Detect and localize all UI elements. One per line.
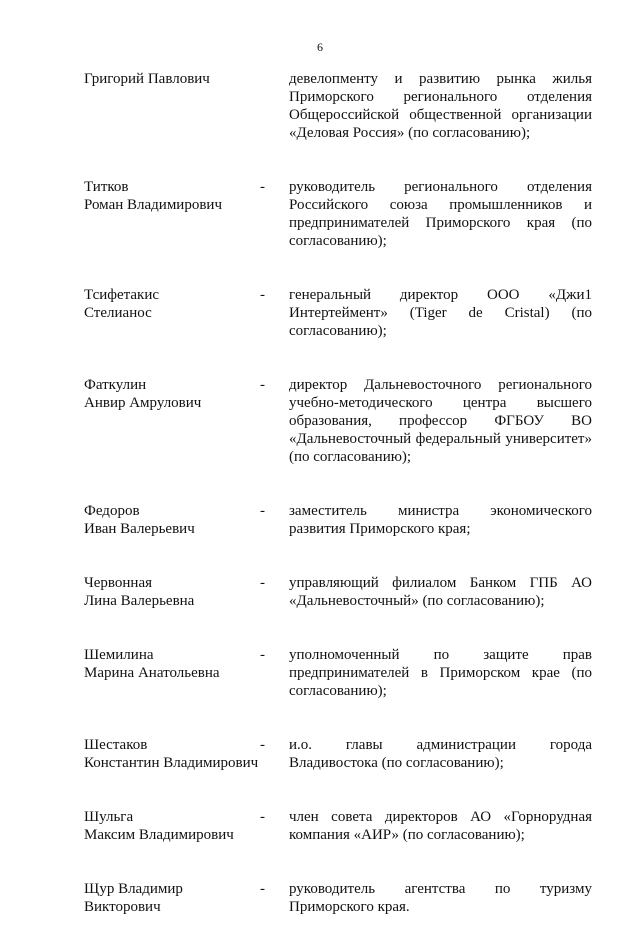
separator-dash: - [260,575,265,591]
list-item [84,376,592,466]
member-position: и.о. главы администрации города Владивостока (по согласованию); [289,737,592,771]
list-item [84,880,592,916]
member-name-line1: Шестаков [84,737,148,753]
list-item [84,646,592,700]
member-name-line2: Стелианос [84,305,152,321]
member-name [84,502,260,538]
separator-dash: - [260,809,265,825]
member-name-line2: Марина Анатольевна [84,665,220,681]
member-name-line2: Роман Владимирович [84,197,222,213]
list-item [84,286,592,340]
list-item [84,736,592,772]
member-position: управляющий филиалом Банком ГПБ АО «Дальневосточный» (по согласованию); [289,575,592,609]
member-name [84,70,260,88]
separator-dash: - [260,377,265,393]
member-name-line1: Щур Владимир [84,881,183,897]
member-position: уполномоченный по защите прав предпринимателей в Приморском крае (по согласованию); [289,647,592,699]
member-position: член совета директоров АО «Горнорудная компания «АИР» (по согласованию); [289,809,592,843]
member-name [84,376,260,412]
member-name-line1: Тсифетакис [84,287,160,303]
member-name-line2: Константин Владимирович [84,755,259,771]
list-item [84,502,592,538]
member-name-line1: Шемилина [84,647,154,663]
member-position: директор Дальневосточного регионального учебно-методического центра высшего образования, профессор ФГБОУ ВО «Дальневосточный федеральный университет» (по согласованию); [289,377,592,465]
separator-dash: - [260,737,265,753]
member-name-line2: Иван Валерьевич [84,521,195,537]
separator-dash: - [260,881,265,897]
member-position: руководитель регионального отделения Российского союза промышленников и предпринимателей Приморского края (по согласованию); [289,179,592,249]
member-position: заместитель министра экономического развития Приморского края; [289,503,592,537]
member-name [84,646,260,682]
separator-dash: - [260,287,265,303]
separator-dash: - [260,179,265,195]
list-item [84,808,592,844]
member-name-line2: Анвир Амрулович [84,395,202,411]
page-number: 6 [317,40,323,54]
member-name [84,574,260,610]
separator-dash: - [260,647,265,663]
member-name-line2: Лина Валерьевна [84,593,195,609]
member-position: генеральный директор ООО «Джи1 Интертеймент» (Tiger de Cristal) (по согласованию); [289,287,592,339]
member-name [84,808,260,844]
member-name-line1: Шульга [84,809,134,825]
list-item [84,70,592,142]
member-name [84,880,260,916]
member-name-line1: Фаткулин [84,377,147,393]
list-item [84,178,592,250]
member-position: руководитель агентства по туризму Приморского края. [289,881,592,915]
member-position: девелопменту и развитию рынка жилья Приморского регионального отделения Общероссийской общественной организации «Деловая Россия» (по согласованию); [289,71,592,141]
member-name-line1: Федоров [84,503,140,519]
list-item [84,574,592,610]
member-name [84,736,260,772]
member-name [84,286,260,322]
member-name-line1: Титков [84,179,129,195]
member-name-line1: Червонная [84,575,152,591]
member-name [84,178,260,214]
member-list [84,70,592,952]
member-name-line1: Григорий Павлович [84,71,210,87]
member-name-line2: Викторович [84,899,161,915]
separator-dash: - [260,503,265,519]
member-name-line2: Максим Владимирович [84,827,234,843]
